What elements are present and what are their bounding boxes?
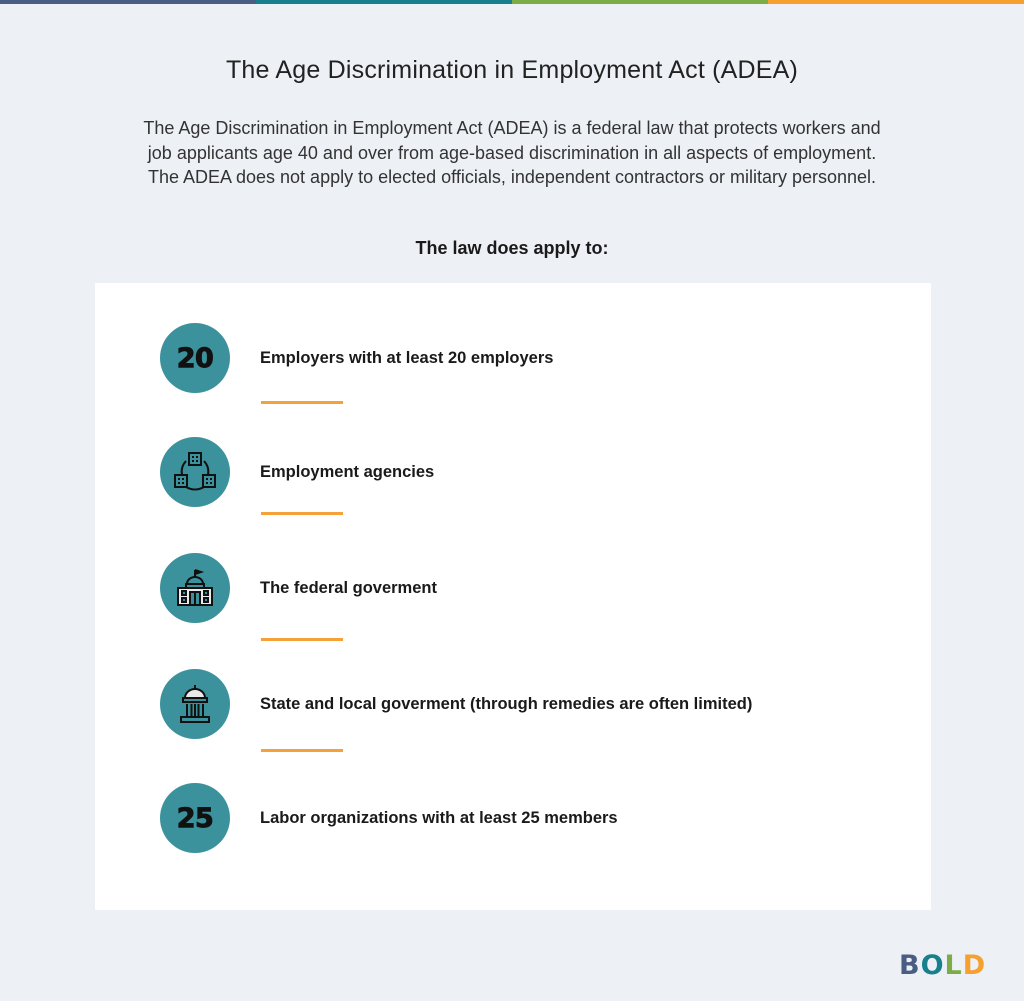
logo-letter-b: B <box>899 950 921 981</box>
logo-letter-d: D <box>962 950 987 981</box>
number-20-icon <box>160 323 230 393</box>
employers-count: 20 <box>176 342 214 374</box>
list-item-state-local <box>160 669 880 739</box>
list-item-labor <box>160 783 880 853</box>
employers-label: Employers with at least 20 employers <box>260 349 554 367</box>
color-bar-segment-2 <box>256 0 512 4</box>
subheading: The law does apply to: <box>415 238 609 258</box>
intro-paragraph: The Age Discrimination in Employment Act (ADEA) is a federal law that protects workers and job applicants age 40 and over from age-based discrimination in all aspects of employment. The ADEA does not apply to elected officials, independent contractors or military personnel. <box>143 118 881 187</box>
applies-to-card <box>95 283 931 910</box>
divider-3 <box>261 638 343 641</box>
list-item-employers <box>160 323 880 393</box>
state-local-label: State and local goverment (through remedies are often limited) <box>260 695 753 713</box>
federal-label: The federal goverment <box>260 579 437 597</box>
list-item-agencies <box>160 437 880 507</box>
divider-1 <box>261 401 343 404</box>
logo-letter-o: O <box>920 950 945 981</box>
agencies-label: Employment agencies <box>260 463 435 481</box>
divider-2 <box>261 512 343 515</box>
labor-label: Labor organizations with at least 25 members <box>260 809 618 827</box>
page-title: The Age Discrimination in Employment Act (ADEA) <box>225 56 799 84</box>
agency-network-icon <box>160 437 230 507</box>
color-bar-segment-4 <box>768 0 1024 4</box>
number-25-icon <box>160 783 230 853</box>
federal-building-icon <box>160 553 230 623</box>
divider-4 <box>261 749 343 752</box>
capitol-dome-icon <box>160 669 230 739</box>
list-item-federal <box>160 553 880 623</box>
top-color-bar <box>0 0 1024 4</box>
bold-logo <box>899 950 986 981</box>
color-bar-segment-3 <box>512 0 768 4</box>
color-bar-segment-1 <box>0 0 256 4</box>
labor-count: 25 <box>176 802 214 834</box>
logo-letter-l: L <box>944 950 963 981</box>
